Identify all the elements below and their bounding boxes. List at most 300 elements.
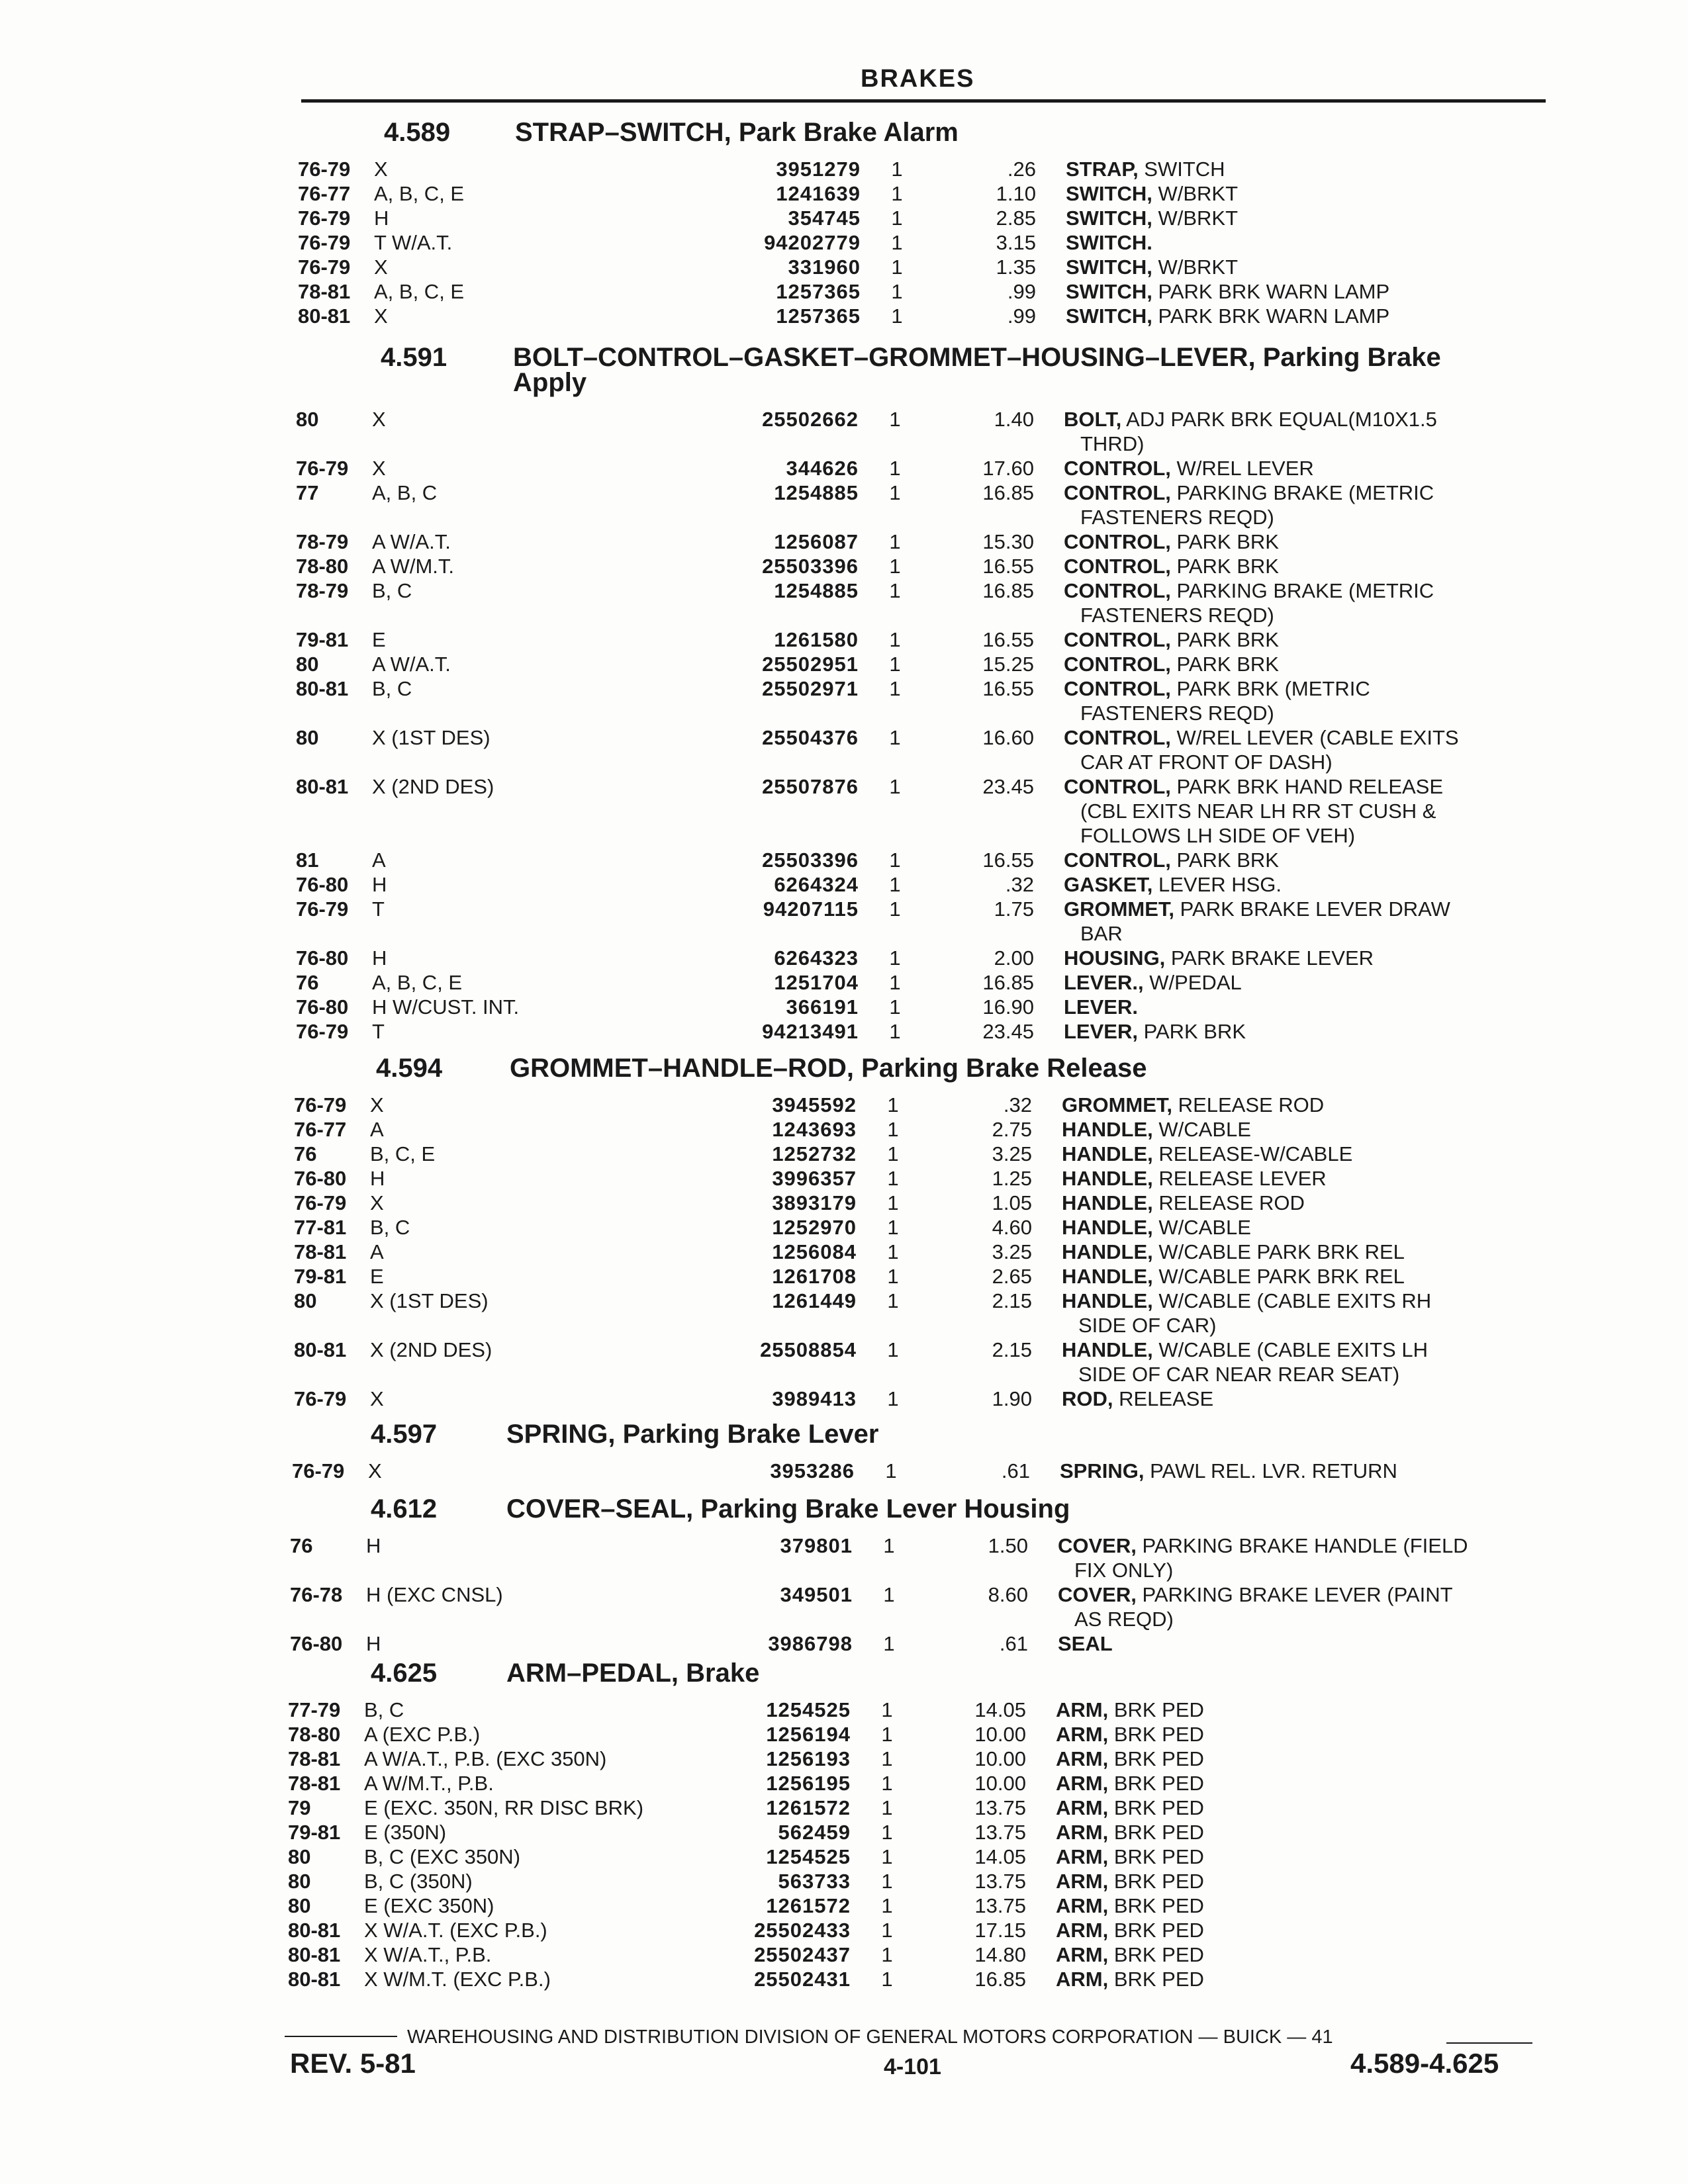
part-row	[0, 1191, 1549, 1215]
model-application: A (EXC P.B.)	[364, 1723, 481, 1746]
header-rule	[301, 99, 1546, 103]
part-number: 563733	[778, 1870, 851, 1893]
quantity: 1	[889, 653, 901, 676]
quantity: 1	[891, 280, 903, 303]
year-range: 80-81	[294, 1338, 347, 1361]
part-number: 1257365	[776, 280, 861, 303]
part-row	[0, 481, 1549, 505]
part-description	[1064, 848, 1540, 872]
part-row	[0, 995, 1549, 1019]
part-row	[0, 1845, 1549, 1869]
part-row	[0, 1167, 1549, 1191]
part-description	[1056, 1747, 1532, 1771]
year-range: 81	[296, 848, 319, 872]
section-heading	[0, 1494, 1523, 1525]
description-keyword: COVER,	[1058, 1583, 1137, 1606]
description-keyword: CONTROL,	[1064, 579, 1171, 602]
part-row	[0, 457, 1549, 480]
model-application: X (1ST DES)	[372, 726, 491, 749]
part-description	[1066, 280, 1542, 304]
quantity: 1	[887, 1142, 899, 1165]
description-text: BRK PED	[1108, 1796, 1204, 1819]
model-application: X	[370, 1093, 384, 1116]
part-number: 3893179	[772, 1191, 857, 1214]
description-text: W/BRKT	[1152, 255, 1239, 279]
model-application: E (EXC 350N)	[364, 1894, 494, 1917]
year-range: 80	[296, 408, 319, 431]
list-price: 2.75	[992, 1118, 1032, 1141]
quantity: 1	[887, 1118, 899, 1141]
year-range: 76-79	[298, 231, 351, 254]
description-keyword: ARM,	[1056, 1747, 1109, 1770]
description-keyword: LEVER.,	[1064, 971, 1144, 994]
description-text: W/REL LEVER	[1170, 457, 1314, 480]
part-description	[1064, 971, 1540, 995]
part-row	[0, 1723, 1549, 1747]
year-range: 79	[288, 1796, 311, 1819]
part-description	[1056, 1821, 1532, 1844]
description-text: BRK PED	[1108, 1968, 1204, 1991]
description-text: PARK BRK (METRIC	[1170, 677, 1370, 700]
quantity: 1	[881, 1870, 893, 1893]
model-application: A W/A.T., P.B. (EXC 350N)	[364, 1747, 607, 1770]
year-range: 76-78	[290, 1583, 343, 1606]
part-row	[0, 555, 1549, 578]
list-price: 3.25	[992, 1142, 1032, 1165]
part-row	[0, 1870, 1549, 1893]
description-keyword: SWITCH.	[1066, 231, 1152, 254]
year-range: 77-81	[294, 1216, 347, 1239]
section-title	[506, 1494, 1070, 1524]
year-range: 76-79	[296, 1020, 349, 1043]
year-range: 76-80	[296, 946, 349, 970]
part-description	[1064, 628, 1540, 652]
part-number: 25503396	[762, 848, 859, 872]
part-description	[1062, 1289, 1538, 1313]
quantity: 1	[891, 206, 903, 230]
part-row	[0, 677, 1549, 701]
part-description	[1064, 408, 1540, 432]
part-description	[1056, 1968, 1532, 1991]
list-price: 14.80	[974, 1943, 1026, 1966]
year-range: 77	[296, 481, 319, 504]
part-number: 1254525	[766, 1845, 851, 1868]
part-number: 1256195	[766, 1772, 851, 1795]
description-text: PARKING BRAKE HANDLE (FIELD	[1136, 1534, 1468, 1557]
list-price: 2.65	[992, 1265, 1032, 1288]
year-range: 76-79	[294, 1387, 347, 1410]
description-keyword: ARM,	[1056, 1870, 1109, 1893]
model-application: A	[370, 1240, 384, 1263]
year-range: 80-81	[298, 304, 351, 328]
model-application: A W/M.T., P.B.	[364, 1772, 494, 1795]
part-number: 1261572	[766, 1796, 851, 1819]
description-text: PARK BRAKE LEVER DRAW	[1174, 897, 1450, 921]
list-price: 13.75	[974, 1796, 1026, 1819]
year-range: 76-80	[296, 995, 349, 1019]
list-price: 1.25	[992, 1167, 1032, 1190]
section-title-main: ARM–PEDAL,	[506, 1659, 679, 1688]
quantity: 1	[883, 1583, 895, 1606]
section-heading	[0, 1420, 1523, 1450]
part-row	[0, 1821, 1549, 1844]
part-number: 3951279	[776, 158, 861, 181]
list-price: .61	[1001, 1459, 1030, 1482]
section-number: 4.591	[381, 343, 447, 372]
model-application: X	[370, 1191, 384, 1214]
quantity: 1	[887, 1216, 899, 1239]
list-price: 16.85	[982, 481, 1034, 504]
description-keyword: SEAL	[1058, 1632, 1113, 1655]
description-text: BRK PED	[1108, 1772, 1204, 1795]
year-range: 78-81	[288, 1747, 341, 1770]
quantity: 1	[887, 1338, 899, 1361]
description-keyword: HANDLE,	[1062, 1118, 1153, 1141]
description-continuation: CAR AT FRONT OF DASH)	[1080, 751, 1333, 774]
part-number: 1256194	[766, 1723, 851, 1746]
description-keyword: CONTROL,	[1064, 726, 1171, 749]
part-description	[1058, 1583, 1534, 1607]
part-row	[0, 1968, 1549, 1991]
quantity: 1	[887, 1265, 899, 1288]
part-description	[1058, 1534, 1534, 1558]
part-description	[1066, 182, 1542, 206]
year-range: 80-81	[288, 1968, 341, 1991]
part-row	[0, 1142, 1549, 1166]
section-title-main: GROMMET–HANDLE–ROD,	[510, 1054, 855, 1083]
part-description	[1056, 1796, 1532, 1820]
part-number: 344626	[786, 457, 859, 480]
part-row	[0, 206, 1549, 230]
quantity: 1	[889, 848, 901, 872]
description-text: PARKING BRAKE LEVER (PAINT	[1136, 1583, 1453, 1606]
description-continuation: BAR	[1080, 922, 1123, 945]
description-keyword: ARM,	[1056, 1698, 1109, 1721]
model-application: X (2ND DES)	[370, 1338, 492, 1361]
quantity: 1	[887, 1289, 899, 1312]
quantity: 1	[891, 231, 903, 254]
quantity: 1	[889, 677, 901, 700]
section-title	[513, 343, 1441, 373]
year-range: 77-79	[288, 1698, 341, 1721]
part-description	[1062, 1118, 1538, 1142]
part-row	[0, 873, 1549, 897]
quantity: 1	[891, 304, 903, 328]
description-text: W/BRKT	[1152, 182, 1239, 205]
model-application: X	[372, 457, 386, 480]
section-title	[506, 1659, 759, 1688]
list-price: 15.25	[982, 653, 1034, 676]
model-application: T	[372, 897, 385, 921]
year-range: 78-81	[294, 1240, 347, 1263]
year-range: 76-79	[298, 255, 351, 279]
quantity: 1	[881, 1821, 893, 1844]
year-range: 80	[296, 653, 319, 676]
model-application: X (2ND DES)	[372, 775, 494, 798]
list-price: 16.55	[982, 555, 1034, 578]
quantity: 1	[889, 579, 901, 602]
footer-rule-left	[285, 2036, 397, 2037]
model-application: X	[374, 158, 388, 181]
list-price: .99	[1007, 280, 1036, 303]
description-text: W/CABLE (CABLE EXITS RH	[1152, 1289, 1432, 1312]
part-number: 1256193	[766, 1747, 851, 1770]
description-keyword: ARM,	[1056, 1943, 1109, 1966]
part-row	[0, 1698, 1549, 1722]
description-keyword: CONTROL,	[1064, 481, 1171, 504]
quantity: 1	[887, 1093, 899, 1116]
part-description	[1056, 1870, 1532, 1893]
model-application: B, C	[364, 1698, 404, 1721]
quantity: 1	[881, 1845, 893, 1868]
quantity: 1	[883, 1534, 895, 1557]
year-range: 76-79	[296, 457, 349, 480]
list-price: 10.00	[974, 1747, 1026, 1770]
section-number: 4.589	[384, 118, 451, 147]
quantity: 1	[889, 408, 901, 431]
list-price: 1.10	[996, 182, 1036, 205]
part-number: 3996357	[772, 1167, 857, 1190]
description-keyword: LEVER.	[1064, 995, 1138, 1019]
description-text: BRK PED	[1108, 1698, 1204, 1721]
model-application: E	[372, 628, 386, 651]
model-application: E (350N)	[364, 1821, 447, 1844]
part-number: 3945592	[772, 1093, 857, 1116]
section-title-sub: Parking Brake	[1262, 343, 1441, 372]
list-price: 16.55	[982, 848, 1034, 872]
model-application: B, C, E	[370, 1142, 436, 1165]
description-continuation: SIDE OF CAR NEAR REAR SEAT)	[1078, 1363, 1400, 1386]
year-range: 79-81	[296, 628, 349, 651]
description-keyword: ARM,	[1056, 1919, 1109, 1942]
year-range: 80	[294, 1289, 317, 1312]
description-text: W/PEDAL	[1143, 971, 1242, 994]
model-application: B, C	[370, 1216, 410, 1239]
part-number: 1252970	[772, 1216, 857, 1239]
description-keyword: ARM,	[1056, 1845, 1109, 1868]
part-description	[1062, 1216, 1538, 1240]
model-application: H W/CUST. INT.	[372, 995, 520, 1019]
section-title-sub: Brake	[686, 1659, 760, 1688]
year-range: 76-77	[294, 1118, 347, 1141]
model-application: T	[372, 1020, 385, 1043]
quantity: 1	[885, 1459, 897, 1482]
description-keyword: GASKET,	[1064, 873, 1153, 896]
part-number: 1254885	[774, 579, 859, 602]
description-keyword: ARM,	[1056, 1723, 1109, 1746]
part-row	[0, 1943, 1549, 1967]
part-number: 1254885	[774, 481, 859, 504]
section-title-main: BOLT–CONTROL–GASKET–GROMMET–HOUSING–LEVER,	[513, 343, 1256, 372]
part-number: 25504376	[762, 726, 859, 749]
list-price: 1.40	[994, 408, 1034, 431]
section-range: 4.589-4.625	[1350, 2048, 1499, 2079]
description-keyword: SWITCH,	[1066, 304, 1152, 328]
model-application: X	[372, 408, 386, 431]
list-price: 17.15	[974, 1919, 1026, 1942]
description-keyword: CONTROL,	[1064, 457, 1171, 480]
description-keyword: COVER,	[1058, 1534, 1137, 1557]
part-description	[1064, 995, 1540, 1019]
part-number: 1261572	[766, 1894, 851, 1917]
description-continuation: THRD)	[1080, 432, 1145, 455]
list-price: .99	[1007, 304, 1036, 328]
part-row	[0, 946, 1549, 970]
section-number: 4.612	[371, 1494, 438, 1524]
model-application: H	[366, 1632, 381, 1655]
part-number: 25502971	[762, 677, 859, 700]
quantity: 1	[887, 1167, 899, 1190]
part-number: 25502662	[762, 408, 859, 431]
description-keyword: HANDLE,	[1062, 1142, 1153, 1165]
year-range: 76	[294, 1142, 317, 1165]
list-price: 2.15	[992, 1289, 1032, 1312]
year-range: 79-81	[288, 1821, 341, 1844]
year-range: 80-81	[288, 1943, 341, 1966]
description-text: W/CABLE	[1152, 1118, 1251, 1141]
section-title-main: SPRING,	[506, 1420, 616, 1449]
part-row	[0, 848, 1549, 872]
part-row	[0, 775, 1549, 799]
section-title-sub: Park Brake Alarm	[738, 118, 959, 147]
list-price: 1.05	[992, 1191, 1032, 1214]
description-text: W/BRKT	[1152, 206, 1239, 230]
description-text: BRK PED	[1108, 1845, 1204, 1868]
part-description	[1066, 255, 1542, 279]
list-price: 23.45	[982, 775, 1034, 798]
year-range: 78-80	[296, 555, 349, 578]
part-description	[1056, 1845, 1532, 1869]
year-range: 80	[288, 1894, 311, 1917]
year-range: 80-81	[296, 775, 349, 798]
model-application: B, C	[372, 677, 412, 700]
description-keyword: SWITCH,	[1066, 255, 1152, 279]
year-range: 76-79	[294, 1093, 347, 1116]
description-keyword: ARM,	[1056, 1772, 1109, 1795]
section-title-continuation: Apply	[513, 368, 587, 397]
list-price: 1.90	[992, 1387, 1032, 1410]
model-application: A	[370, 1118, 384, 1141]
part-row	[0, 1216, 1549, 1240]
part-number: 1257365	[776, 304, 861, 328]
year-range: 76-77	[298, 182, 351, 205]
description-keyword: HANDLE,	[1062, 1191, 1153, 1214]
model-application: X W/M.T. (EXC P.B.)	[364, 1968, 551, 1991]
part-row	[0, 653, 1549, 676]
list-price: 1.35	[996, 255, 1036, 279]
list-price: 13.75	[974, 1870, 1026, 1893]
part-description	[1064, 677, 1540, 701]
description-keyword: CONTROL,	[1064, 677, 1171, 700]
description-text: LEVER HSG.	[1152, 873, 1282, 896]
year-range: 76-79	[292, 1459, 345, 1482]
part-description	[1062, 1142, 1538, 1166]
model-application: B, C	[372, 579, 412, 602]
description-text: W/CABLE	[1152, 1216, 1251, 1239]
model-application: E (EXC. 350N, RR DISC BRK)	[364, 1796, 644, 1819]
year-range: 76-79	[298, 206, 351, 230]
description-text: PARK BRK	[1170, 628, 1279, 651]
section-heading	[0, 1659, 1523, 1689]
description-text: PARK BRAKE LEVER	[1165, 946, 1374, 970]
description-text: PARK BRK WARN LAMP	[1152, 304, 1390, 328]
year-range: 79-81	[294, 1265, 347, 1288]
year-range: 76-79	[296, 897, 349, 921]
part-description	[1066, 231, 1542, 255]
section-heading	[0, 1054, 1523, 1084]
description-text: ADJ PARK BRK EQUAL(M10X1.5	[1121, 408, 1437, 431]
list-price: 2.85	[996, 206, 1036, 230]
model-application: X	[368, 1459, 382, 1482]
model-application: T W/A.T.	[374, 231, 453, 254]
description-text: PAWL REL. LVR. RETURN	[1144, 1459, 1397, 1482]
list-price: .26	[1007, 158, 1036, 181]
year-range: 80	[288, 1845, 311, 1868]
list-price: 2.15	[992, 1338, 1032, 1361]
list-price: 13.75	[974, 1894, 1026, 1917]
quantity: 1	[881, 1796, 893, 1819]
part-number: 3986798	[768, 1632, 853, 1655]
model-application: X	[374, 255, 388, 279]
quantity: 1	[881, 1772, 893, 1795]
model-application: H	[366, 1534, 381, 1557]
quantity: 1	[881, 1968, 893, 1991]
model-application: X W/A.T., P.B.	[364, 1943, 492, 1966]
list-price: 14.05	[974, 1698, 1026, 1721]
part-row	[0, 1118, 1549, 1142]
part-description	[1056, 1894, 1532, 1918]
part-number: 1254525	[766, 1698, 851, 1721]
quantity: 1	[881, 1698, 893, 1721]
description-keyword: CONTROL,	[1064, 628, 1171, 651]
list-price: 16.85	[982, 579, 1034, 602]
quantity: 1	[883, 1632, 895, 1655]
description-keyword: ARM,	[1056, 1968, 1109, 1991]
part-number: 1261708	[772, 1265, 857, 1288]
part-number: 1256087	[774, 530, 859, 553]
part-number: 94207115	[763, 897, 859, 921]
list-price: 10.00	[974, 1723, 1026, 1746]
part-row	[0, 280, 1549, 304]
part-number: 354745	[788, 206, 861, 230]
description-text: BRK PED	[1108, 1894, 1204, 1917]
part-description	[1064, 481, 1540, 505]
part-number: 366191	[786, 995, 859, 1019]
part-row	[0, 530, 1549, 554]
model-application: A W/A.T.	[372, 653, 451, 676]
footer-division-text: WAREHOUSING AND DISTRIBUTION DIVISION OF GENERAL MOTORS CORPORATION — BUICK — 41	[407, 2026, 1333, 2048]
quantity: 1	[889, 555, 901, 578]
model-application: H	[374, 206, 389, 230]
description-keyword: CONTROL,	[1064, 848, 1171, 872]
quantity: 1	[881, 1919, 893, 1942]
year-range: 80	[296, 726, 319, 749]
description-keyword: ROD,	[1062, 1387, 1113, 1410]
description-keyword: ARM,	[1056, 1894, 1109, 1917]
part-number: 379801	[780, 1534, 853, 1557]
description-text: PARK BRK WARN LAMP	[1152, 280, 1390, 303]
list-price: .32	[1003, 1093, 1032, 1116]
list-price: .32	[1005, 873, 1034, 896]
part-description	[1064, 579, 1540, 603]
part-number: 94202779	[764, 231, 861, 254]
description-text: PARKING BRAKE (METRIC	[1170, 579, 1434, 602]
description-text: W/CABLE PARK BRK REL	[1152, 1240, 1405, 1263]
part-number: 1261449	[772, 1289, 857, 1312]
description-keyword: GROMMET,	[1062, 1093, 1173, 1116]
list-price: 2.00	[994, 946, 1034, 970]
description-text: W/CABLE PARK BRK REL	[1152, 1265, 1405, 1288]
